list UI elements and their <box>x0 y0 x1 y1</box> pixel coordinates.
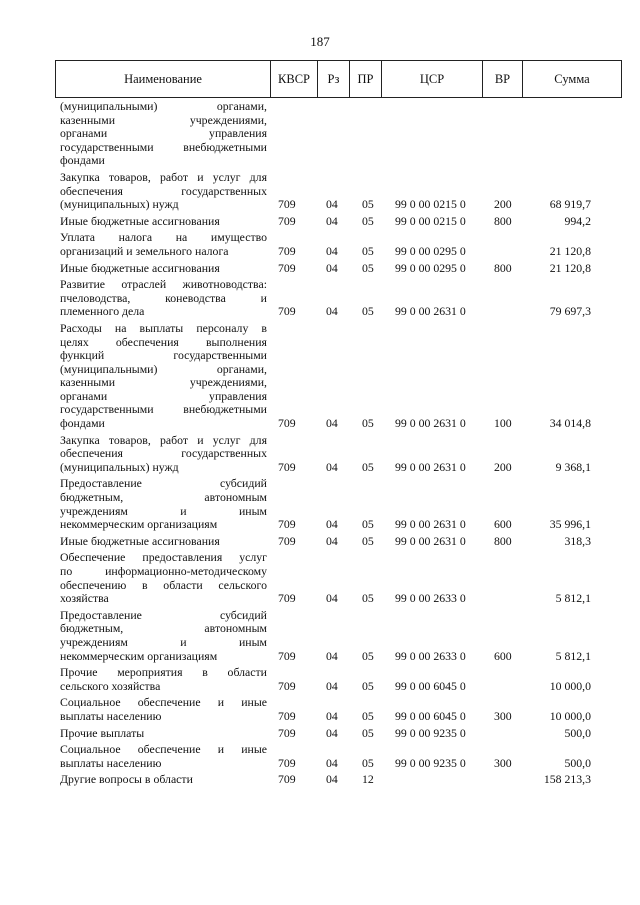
table-row <box>55 434 621 475</box>
row-name-line: (муниципальных) нужд <box>60 197 179 212</box>
cell-vr <box>482 278 522 319</box>
table-row <box>55 215 621 229</box>
table-row <box>55 666 621 693</box>
row-name <box>55 773 270 787</box>
table-row <box>55 773 621 787</box>
cell-sum: 10 000,0 <box>549 708 591 723</box>
row-name-line: учреждениям и иным <box>60 634 267 649</box>
cell-kvsr: 709 <box>278 772 296 787</box>
cell-vr <box>482 727 522 741</box>
row-name-line: государственными внебюджетными <box>60 402 267 417</box>
row-name-line: выплаты населению <box>60 708 162 723</box>
row-name-line: Прочие выплаты <box>60 725 145 740</box>
table-body <box>55 100 621 787</box>
cell-sum: 318,3 <box>564 533 591 548</box>
cell-kvsr: 709 <box>278 459 296 474</box>
row-name <box>55 278 270 319</box>
row-name-line: Прочие мероприятия в области <box>60 665 267 680</box>
row-name-line: племенного дела <box>60 304 145 319</box>
cell-pr: 05 <box>362 243 374 258</box>
cell-rz: 04 <box>326 725 338 740</box>
row-name <box>55 551 270 605</box>
cell-kvsr: 709 <box>278 591 296 606</box>
cell-csr: 99 0 00 9235 0 <box>395 755 466 770</box>
cell-pr: 05 <box>362 708 374 723</box>
cell-sum: 34 014,8 <box>549 416 591 431</box>
row-name-line: обеспечения государственных <box>60 183 267 198</box>
cell-rz: 04 <box>326 517 338 532</box>
cell-rz: 04 <box>326 213 338 228</box>
table-row <box>55 231 621 258</box>
row-name-line: казенными учреждениями, <box>60 375 267 390</box>
row-name-line: Развитие отраслей животноводства: <box>60 277 267 292</box>
page-number: 187 <box>310 34 330 49</box>
cell-vr: 200 <box>494 197 512 212</box>
table-row <box>55 727 621 741</box>
cell-vr <box>482 666 522 693</box>
table-row <box>55 322 621 431</box>
cell-pr: 05 <box>362 517 374 532</box>
cell-csr <box>381 773 482 787</box>
row-name-line: выплаты населению <box>60 755 162 770</box>
cell-pr: 05 <box>362 755 374 770</box>
cell-rz: 04 <box>326 416 338 431</box>
row-name-line: государственными внебюджетными <box>60 139 267 154</box>
cell-sum: 79 697,3 <box>549 304 591 319</box>
cell-rz <box>317 100 349 168</box>
cell-sum: 35 996,1 <box>549 517 591 532</box>
row-name-line: Расходы на выплаты персоналу в <box>60 320 267 335</box>
row-name-line: Обеспечение предоставления услуг <box>60 550 267 565</box>
row-name-line: Предоставление субсидий <box>60 607 267 622</box>
row-name-line: целях обеспечения выполнения <box>60 334 267 349</box>
row-name-line: Закупка товаров, работ и услуг для <box>60 432 267 447</box>
row-name-line: обеспечения государственных <box>60 446 267 461</box>
header-sum: Сумма <box>523 61 622 98</box>
cell-rz: 04 <box>326 533 338 548</box>
cell-vr: 200 <box>494 459 512 474</box>
cell-vr <box>482 231 522 258</box>
row-name-line: хозяйства <box>60 591 109 606</box>
row-name <box>55 666 270 693</box>
row-name-line: (муниципальными) органами, <box>60 361 267 376</box>
row-name-line: фондами <box>60 153 105 168</box>
cell-pr: 05 <box>362 260 374 275</box>
cell-kvsr: 709 <box>278 260 296 275</box>
cell-csr: 99 0 00 2631 0 <box>395 533 466 548</box>
cell-vr: 300 <box>494 755 512 770</box>
row-name-line: Другие вопросы в области <box>60 772 193 787</box>
row-name <box>55 727 270 741</box>
row-name-line: бюджетным, автономным <box>60 490 267 505</box>
table-row <box>55 100 621 168</box>
cell-kvsr: 709 <box>278 197 296 212</box>
row-name-line: Социальное обеспечение и иные <box>60 695 267 710</box>
cell-vr: 600 <box>494 648 512 663</box>
cell-rz: 04 <box>326 772 338 787</box>
row-name <box>55 434 270 475</box>
cell-csr: 99 0 00 2633 0 <box>395 591 466 606</box>
header-rz: Рз <box>318 61 350 98</box>
cell-sum: 158 213,3 <box>543 772 591 787</box>
cell-kvsr: 709 <box>278 678 296 693</box>
cell-vr: 100 <box>494 416 512 431</box>
cell-kvsr: 709 <box>278 304 296 319</box>
cell-vr <box>482 773 522 787</box>
cell-sum: 21 120,8 <box>549 243 591 258</box>
cell-vr <box>482 100 522 168</box>
table-row <box>55 477 621 531</box>
row-name <box>55 215 270 229</box>
row-name-line: по информационно-методическому <box>60 564 267 578</box>
cell-rz: 04 <box>326 197 338 212</box>
cell-csr: 99 0 00 2631 0 <box>395 416 466 431</box>
row-name-line: Иные бюджетные ассигнования <box>60 260 220 275</box>
cell-kvsr: 709 <box>278 517 296 532</box>
cell-sum: 5 812,1 <box>555 648 591 663</box>
cell-vr: 600 <box>494 517 512 532</box>
row-name-line: Закупка товаров, работ и услуг для <box>60 169 267 184</box>
cell-csr: 99 0 00 9235 0 <box>395 725 466 740</box>
cell-pr: 05 <box>362 213 374 228</box>
row-name <box>55 231 270 258</box>
cell-sum: 10 000,0 <box>549 678 591 693</box>
cell-csr: 99 0 00 2631 0 <box>395 459 466 474</box>
row-name-line: сельского хозяйства <box>60 678 161 693</box>
cell-csr: 99 0 00 6045 0 <box>395 678 466 693</box>
cell-rz: 04 <box>326 648 338 663</box>
cell-pr: 05 <box>362 459 374 474</box>
row-name <box>55 100 270 168</box>
cell-kvsr: 709 <box>278 213 296 228</box>
cell-pr: 05 <box>362 725 374 740</box>
table-row <box>55 171 621 212</box>
row-name <box>55 322 270 431</box>
cell-rz: 04 <box>326 591 338 606</box>
row-name-line: обеспечению в области сельского <box>60 577 267 592</box>
cell-pr: 05 <box>362 591 374 606</box>
cell-csr: 99 0 00 0215 0 <box>395 197 466 212</box>
row-name-line: (муниципальными) органами, <box>60 99 267 113</box>
cell-pr: 05 <box>362 533 374 548</box>
cell-rz: 04 <box>326 678 338 693</box>
table-header <box>55 60 622 98</box>
row-name-line: фондами <box>60 416 105 431</box>
cell-sum: 5 812,1 <box>555 591 591 606</box>
cell-kvsr <box>270 100 317 168</box>
cell-sum: 68 919,7 <box>549 197 591 212</box>
cell-vr: 300 <box>494 708 512 723</box>
row-name <box>55 743 270 770</box>
cell-csr: 99 0 00 2633 0 <box>395 648 466 663</box>
row-name-line: казенными учреждениями, <box>60 112 267 127</box>
table-row <box>55 743 621 770</box>
row-name-line: организаций и земельного налога <box>60 243 229 258</box>
row-name-line: Иные бюджетные ассигнования <box>60 213 220 228</box>
cell-pr: 05 <box>362 678 374 693</box>
cell-csr: 99 0 00 2631 0 <box>395 517 466 532</box>
cell-csr: 99 0 00 0215 0 <box>395 213 466 228</box>
cell-csr <box>381 100 482 168</box>
cell-sum: 9 368,1 <box>555 459 591 474</box>
table-row <box>55 278 621 319</box>
row-name-line: органами управления <box>60 388 267 403</box>
row-name <box>55 477 270 531</box>
budget-table <box>55 100 621 787</box>
row-name-line: некоммерческим организациям <box>60 517 218 532</box>
cell-sum: 500,0 <box>564 755 591 770</box>
row-name <box>55 171 270 212</box>
cell-csr: 99 0 00 0295 0 <box>395 260 466 275</box>
row-name-line: Социальное обеспечение и иные <box>60 742 267 757</box>
row-name <box>55 696 270 723</box>
cell-sum: 994,2 <box>564 213 591 228</box>
cell-kvsr: 709 <box>278 648 296 663</box>
cell-rz: 04 <box>326 755 338 770</box>
row-name-line: Предоставление субсидий <box>60 476 267 491</box>
cell-csr: 99 0 00 0295 0 <box>395 243 466 258</box>
cell-pr: 05 <box>362 416 374 431</box>
cell-kvsr: 709 <box>278 755 296 770</box>
cell-kvsr: 709 <box>278 416 296 431</box>
row-name-line: Уплата налога на имущество <box>60 230 267 245</box>
cell-rz: 04 <box>326 708 338 723</box>
cell-kvsr: 709 <box>278 725 296 740</box>
cell-rz: 04 <box>326 260 338 275</box>
header-name: Наименование <box>56 61 271 98</box>
row-name-line: пчеловодства, коневодства и <box>60 290 267 305</box>
cell-kvsr: 709 <box>278 243 296 258</box>
table-row <box>55 262 621 276</box>
cell-sum: 21 120,8 <box>549 260 591 275</box>
cell-pr: 05 <box>362 304 374 319</box>
cell-rz: 04 <box>326 304 338 319</box>
header-pr: ПР <box>350 61 382 98</box>
cell-kvsr: 709 <box>278 708 296 723</box>
header-csr: ЦСР <box>382 61 483 98</box>
cell-csr: 99 0 00 6045 0 <box>395 708 466 723</box>
cell-rz: 04 <box>326 459 338 474</box>
cell-vr <box>482 551 522 605</box>
cell-pr: 05 <box>362 648 374 663</box>
table-row <box>55 609 621 663</box>
cell-kvsr: 709 <box>278 533 296 548</box>
header-kvsr: КВСР <box>271 61 318 98</box>
row-name-line: (муниципальных) нужд <box>60 459 179 474</box>
row-name <box>55 535 270 549</box>
row-name-line: Иные бюджетные ассигнования <box>60 533 220 548</box>
row-name <box>55 262 270 276</box>
row-name-line: некоммерческим организациям <box>60 648 218 663</box>
cell-pr: 12 <box>362 772 374 787</box>
cell-sum <box>522 100 621 168</box>
table-row <box>55 535 621 549</box>
table-row <box>55 551 621 605</box>
row-name-line: функций государственными <box>60 348 267 363</box>
cell-pr: 05 <box>362 197 374 212</box>
cell-rz: 04 <box>326 243 338 258</box>
cell-vr: 800 <box>494 533 512 548</box>
table-row <box>55 696 621 723</box>
row-name <box>55 609 270 663</box>
cell-pr <box>349 100 381 168</box>
cell-vr: 800 <box>494 260 512 275</box>
header-vr: ВР <box>483 61 523 98</box>
row-name-line: учреждениям и иным <box>60 503 267 518</box>
row-name-line: бюджетным, автономным <box>60 621 267 636</box>
row-name-line: органами управления <box>60 126 267 141</box>
cell-sum: 500,0 <box>564 725 591 740</box>
cell-vr: 800 <box>494 213 512 228</box>
cell-csr: 99 0 00 2631 0 <box>395 304 466 319</box>
